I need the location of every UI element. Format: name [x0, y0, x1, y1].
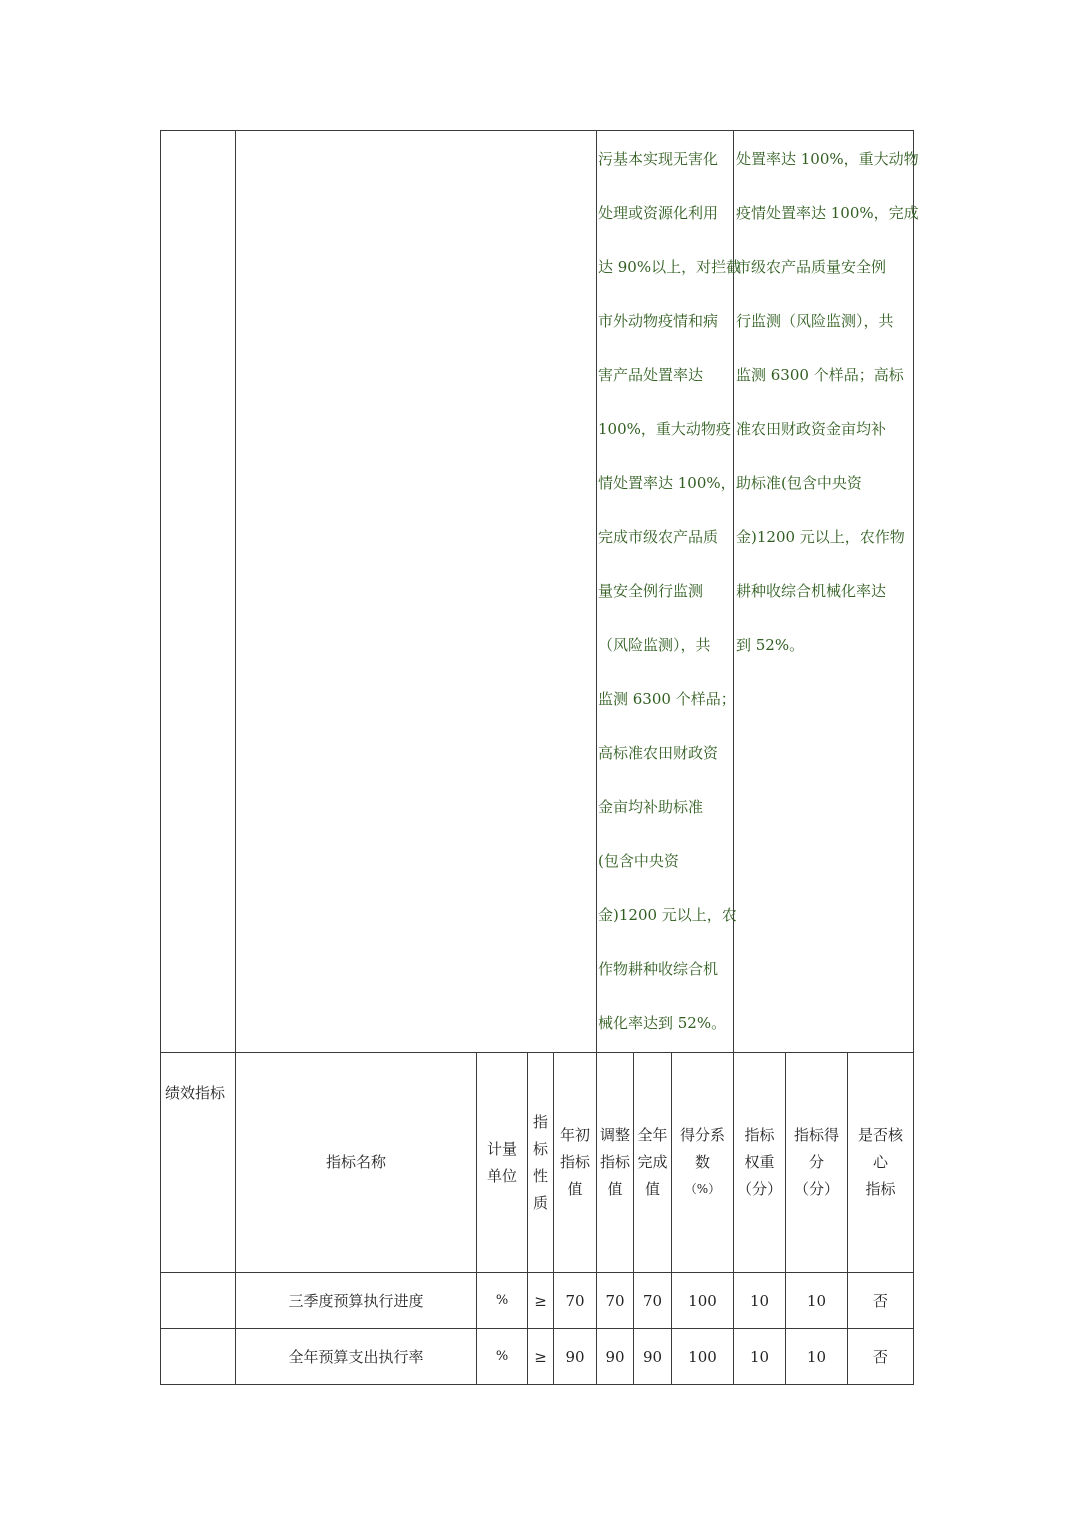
goal-a-line: 处理或资源化利用 [598, 204, 719, 222]
header-unit-line: 计量 [486, 1139, 517, 1158]
header-weight-line: （分） [736, 1180, 782, 1198]
header-initial-line: 指标 [559, 1153, 590, 1171]
row-coefficient: 100 [688, 1292, 717, 1310]
row-nature: ≥ [534, 1348, 547, 1366]
header-nature-line: 指 [532, 1112, 548, 1131]
row-score: 10 [806, 1348, 827, 1366]
border-right [913, 130, 914, 1385]
goal-a-line: 情处置率达 100%， [598, 474, 736, 492]
goal-b-line: 到 52%。 [736, 636, 805, 654]
row-score: 10 [806, 1292, 827, 1310]
border-top [160, 130, 914, 131]
header-completed-line: 完成 [637, 1153, 668, 1171]
header-initial-line: 年初 [559, 1126, 590, 1144]
row-adjusted: 90 [605, 1348, 625, 1366]
goal-b-line: 市级农产品质量安全例 [736, 258, 887, 276]
row-completed: 70 [642, 1292, 663, 1310]
header-score-line: 指标得 [793, 1126, 839, 1144]
row-nature: ≥ [534, 1292, 547, 1310]
header-coefficient-line: 数 [694, 1153, 710, 1171]
header-adjusted-line: 调整 [599, 1126, 630, 1144]
border-row1-bottom [160, 1328, 914, 1329]
header-initial-line: 值 [567, 1180, 583, 1198]
header-weight-line: 权重 [744, 1153, 775, 1171]
row-adjusted: 70 [605, 1292, 625, 1310]
header-coefficient [672, 1053, 733, 1272]
goal-b-line: 处置率达 100%，重大动物 [736, 150, 919, 168]
header-core-line: 心 [872, 1153, 888, 1171]
header-adjusted-line: 指标 [599, 1153, 630, 1171]
border-bottom [160, 1384, 914, 1385]
goal-a-line: 金)1200 元以上，农 [598, 906, 737, 924]
goal-a-line: 监测 6300 个样品； [598, 690, 736, 708]
row-core: 否 [872, 1292, 888, 1310]
row-core: 否 [872, 1348, 888, 1366]
header-unit [477, 1053, 527, 1272]
goal-b-line: 监测 6300 个样品；高标 [736, 366, 904, 384]
header-score-line: （分） [793, 1180, 839, 1198]
goal-b-line: 准农田财政资金亩均补 [736, 420, 887, 438]
goal-b-line: 行监测（风险监测），共 [736, 312, 894, 330]
row-unit: % [495, 1293, 509, 1308]
goal-b-line: 疫情处置率达 100%，完成 [736, 204, 919, 222]
goal-b-line: 耕种收综合机械化率达 [736, 582, 887, 600]
section-label: 绩效指标 [165, 1084, 226, 1102]
goal-a-line: 100%，重大动物疫 [598, 420, 731, 438]
goal-a-line: 作物耕种收综合机 [598, 960, 719, 978]
header-weight [734, 1053, 785, 1272]
header-coefficient-line: （%） [684, 1182, 721, 1196]
row-weight: 10 [749, 1292, 770, 1310]
header-coefficient-line: 得分系 [679, 1126, 725, 1144]
header-core [848, 1053, 913, 1272]
goal-a-line: 完成市级农产品质 [598, 528, 719, 546]
header-score-line: 分 [808, 1153, 824, 1171]
header-adjusted [597, 1053, 633, 1272]
header-core-line: 指标 [865, 1180, 896, 1198]
header-completed-line: 全年 [637, 1126, 668, 1144]
goal-a-line: 污基本实现无害化 [598, 150, 719, 168]
row-initial: 90 [565, 1348, 585, 1366]
border-header-bottom [160, 1272, 914, 1273]
header-nature-line: 性 [532, 1166, 548, 1185]
header-completed [634, 1053, 671, 1272]
header-nature-line: 标 [532, 1139, 548, 1158]
border-left [160, 130, 161, 1385]
goal-a-line: 械化率达到 52%。 [598, 1014, 727, 1032]
goal-a-line: 金亩均补助标准 [598, 798, 704, 816]
goal-a-line: （风险监测），共 [598, 636, 711, 654]
row-unit: % [495, 1349, 509, 1364]
header-nature [528, 1053, 553, 1272]
header-initial [554, 1053, 596, 1272]
header-core-line: 是否核 [857, 1126, 903, 1144]
goal-a-line: 高标准农田财政资 [598, 744, 719, 762]
row-initial: 70 [565, 1292, 585, 1310]
goal-b-line: 金)1200 元以上，农作物 [736, 528, 905, 546]
goal-b-line: 助标准(包含中央资 [736, 474, 862, 492]
header-adjusted-line: 值 [607, 1180, 623, 1198]
goal-cell-b [736, 148, 919, 668]
row-weight: 10 [749, 1348, 770, 1366]
header-weight-line: 指标 [744, 1126, 775, 1144]
row-coefficient: 100 [688, 1348, 717, 1366]
row-completed: 90 [642, 1348, 663, 1366]
row-name: 全年预算支出执行率 [288, 1348, 424, 1366]
goal-a-line: 量安全例行监测 [598, 582, 704, 600]
header-score [786, 1053, 847, 1272]
goal-a-line: 害产品处置率达 [598, 366, 704, 384]
row-name: 三季度预算执行进度 [288, 1292, 424, 1310]
goal-cell-a [598, 148, 742, 1048]
header-completed-line: 值 [644, 1180, 660, 1198]
goal-a-line: (包含中央资 [598, 852, 679, 870]
header-nature-line: 质 [532, 1193, 548, 1212]
header-name [236, 1053, 476, 1272]
header-unit-line: 单位 [486, 1166, 517, 1185]
header-name-text: 指标名称 [325, 1153, 386, 1171]
goal-a-line: 达 90%以上，对拦截 [598, 258, 742, 276]
goal-a-line: 市外动物疫情和病 [598, 312, 719, 330]
